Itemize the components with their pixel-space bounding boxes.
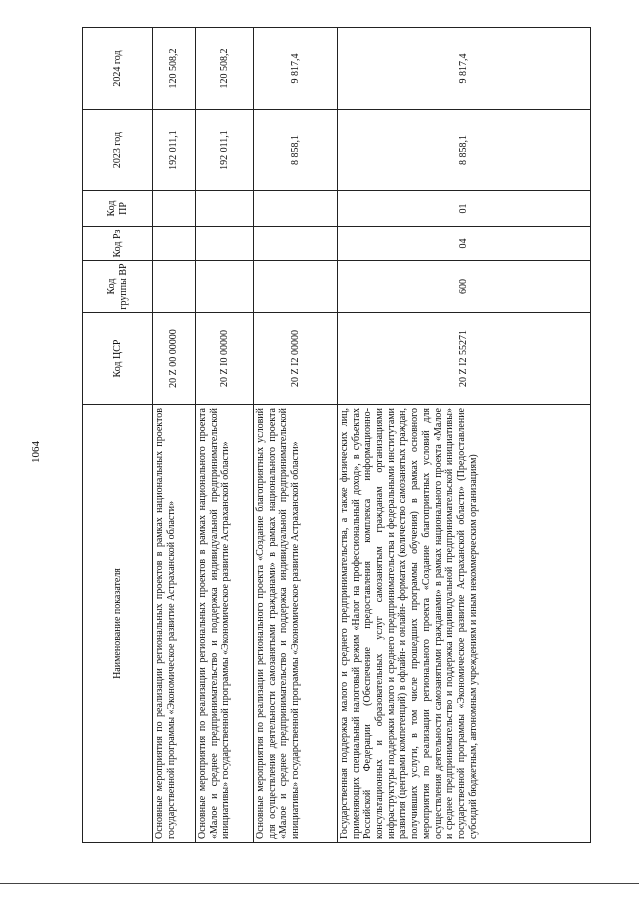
table-header-row — [83, 28, 153, 843]
row-vr — [254, 261, 338, 313]
row-2023: 192 011,1 — [196, 110, 254, 191]
table-row — [254, 28, 338, 843]
row-vr — [196, 261, 254, 313]
page-number: 1064 — [30, 441, 42, 463]
row-rz — [196, 227, 254, 261]
row-name: Основные мероприятия по реализации региональных проектов в рамках национальных проектов государственной программы «Экономическое развитие Астраханской области» — [153, 405, 196, 843]
row-pr — [254, 191, 338, 227]
row-2023: 192 011,1 — [153, 110, 196, 191]
row-csr: 20 Z I2 00000 — [254, 313, 338, 405]
header-pr-code: Код ПР — [83, 191, 153, 227]
row-name: Основные мероприятия по реализации региональных проектов в рамках национального проекта «Малое и среднее предпринимательство и поддержка индивидуальной предпринимательской инициативы» государственной программы «Экономическое развитие Астраханской области» — [196, 405, 254, 843]
row-pr: 01 — [338, 191, 591, 227]
row-2023: 8 858,1 — [338, 110, 591, 191]
row-2024: 9 817,4 — [338, 28, 591, 110]
row-csr: 20 Z I0 00000 — [196, 313, 254, 405]
row-name: Основные мероприятия по реализации регионального проекта «Создание благоприятных условий для осуществления деятельности самозанятыми гражданами» в рамках национального проекта «Малое и среднее предпринимательство и поддержка индивидуальной предпринимательской инициативы» государственной программы «Экономическое развитие Астраханской области» — [254, 405, 338, 843]
row-name: Государственная поддержка малого и среднего предпринимательства, а также физических лиц, применяющих специальный налоговый режим «Налог на профессиональный доход», в субъектах Российской Федерации (Обеспечение предоставления комплекса информационно-консультационных и образовательных услуг самозанятым гражданам организациями инфраструктуры поддержки малого и среднего предпринимательства и федеральными институтами развития (центрами компетенций) в офлайн- и онлайн- форматах (количество самозанятых граждан, получивших услуги, в том числе прошедших программы обучения) в рамках основного мероприятия по реализации регионального проекта «Создание благоприятных условий для осуществления деятельности самозанятыми гражданами» в рамках национального проекта «Малое и среднее предпринимательство и поддержка индивидуальной предпринимательской инициативы» государственной программы «Экономическое развитие Астраханской области» (Предоставление субсидий бюджетным, автономным учреждениям и иным некоммерческим организациям) — [338, 405, 591, 843]
row-vr: 600 — [338, 261, 591, 313]
header-vr-code: Код группы ВР — [83, 261, 153, 313]
row-rz — [153, 227, 196, 261]
budget-table — [82, 27, 591, 843]
row-2024: 9 817,4 — [254, 28, 338, 110]
row-rz — [254, 227, 338, 261]
row-csr: 20 Z I2 55271 — [338, 313, 591, 405]
header-year-2024: 2024 год — [83, 28, 153, 110]
row-csr: 20 Z 00 00000 — [153, 313, 196, 405]
row-2023: 8 858,1 — [254, 110, 338, 191]
row-vr — [153, 261, 196, 313]
budget-table-container — [82, 28, 590, 843]
table-row — [153, 28, 196, 843]
row-rz: 04 — [338, 227, 591, 261]
row-pr — [196, 191, 254, 227]
row-pr — [153, 191, 196, 227]
header-indicator-name: Наименование показателя — [83, 405, 153, 843]
row-2024: 120 508,2 — [153, 28, 196, 110]
header-csr-code: Код ЦСР — [83, 313, 153, 405]
table-row — [338, 28, 591, 843]
row-2024: 120 508,2 — [196, 28, 254, 110]
table-row — [196, 28, 254, 843]
header-rz-code: Код Рз — [83, 227, 153, 261]
bottom-rule — [0, 883, 639, 884]
header-year-2023: 2023 год — [83, 110, 153, 191]
